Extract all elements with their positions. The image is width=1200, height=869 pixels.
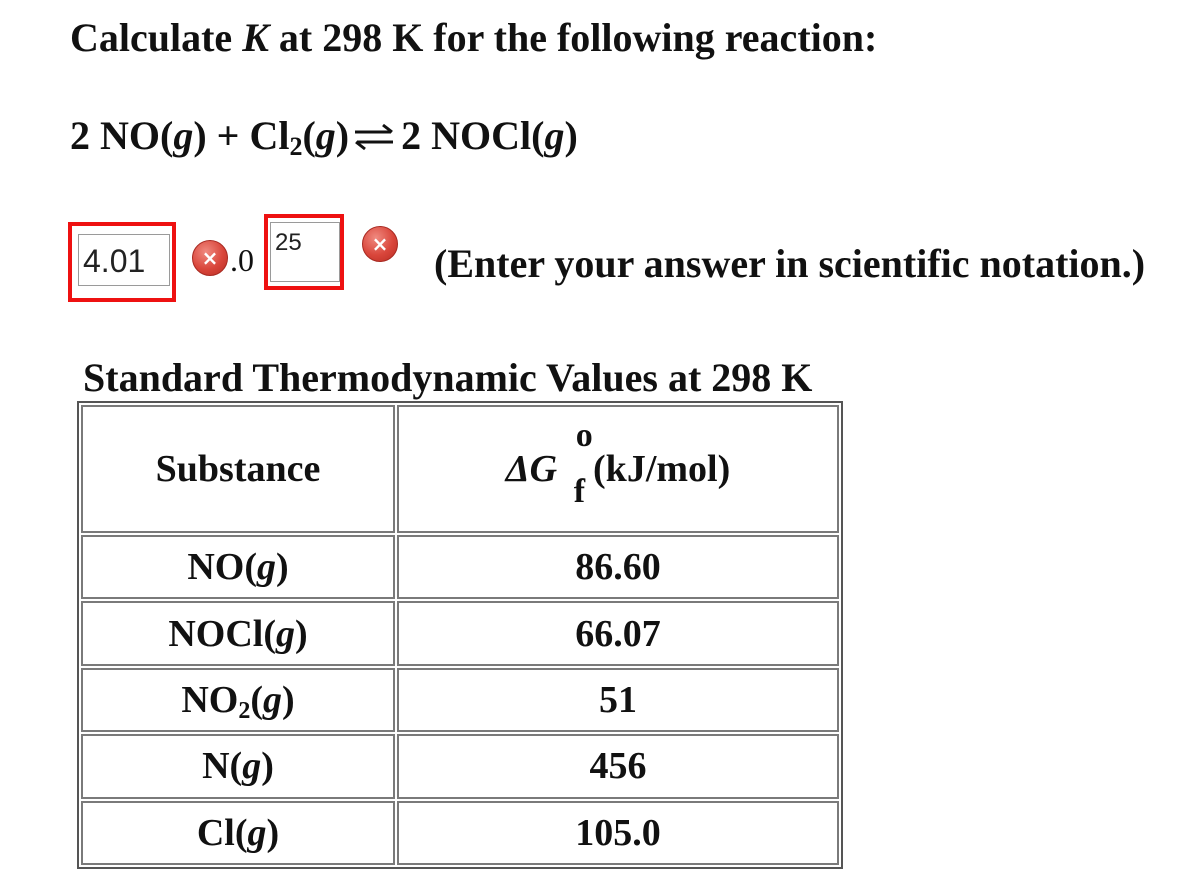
subscript: 2: [289, 132, 303, 161]
value-cell: 66.07: [397, 601, 839, 665]
substance-cell: [81, 601, 395, 665]
paren: ): [266, 811, 280, 854]
table-row: [81, 668, 839, 732]
phase-label: g: [276, 612, 295, 655]
mantissa-input[interactable]: 4.01: [78, 234, 170, 286]
delta-g-subscript: f: [573, 473, 586, 510]
substance-cell: [81, 535, 395, 599]
substance-name: NO(: [187, 546, 257, 589]
phase-label: g: [544, 113, 565, 158]
question-prefix: Calculate: [70, 15, 243, 60]
value-cell: 456: [397, 734, 839, 798]
substance-name: N(: [202, 745, 243, 788]
table-header-row: [81, 405, 839, 533]
paren: ): [335, 113, 350, 158]
substance-name: NOCl(: [168, 612, 276, 655]
delta-g-symbol: [505, 417, 593, 510]
phase-label: g: [173, 113, 194, 158]
question-suffix: at 298 K for the following reaction:: [268, 15, 878, 60]
x-circle-icon: ×: [362, 226, 398, 262]
table-row: [81, 601, 839, 665]
paren: (: [250, 678, 263, 721]
value-cell: 105.0: [397, 801, 839, 865]
value-cell: 86.60: [397, 535, 839, 599]
paren: ): [276, 546, 289, 589]
phase-label: g: [257, 546, 276, 589]
reactant-no: 2 NO(: [70, 113, 174, 158]
header-unit-label: (kJ/mol): [593, 448, 731, 490]
substance-cell: [81, 668, 395, 732]
table-row: [81, 734, 839, 798]
delta-g-text: ΔG: [505, 448, 558, 490]
substance-cell: [81, 801, 395, 865]
substance-name: Cl(: [196, 811, 248, 854]
header-substance: [81, 405, 395, 533]
thermo-table: [77, 354, 843, 869]
product-nocl: 2 NOCl(: [401, 113, 545, 158]
table-row: [81, 535, 839, 599]
plus-sign: ) + Cl: [193, 113, 290, 158]
paren: (: [302, 113, 316, 158]
phase-label: g: [263, 678, 282, 721]
phase-label: g: [242, 745, 262, 788]
answer-row: [0, 0, 1200, 320]
value-cell: 51: [397, 668, 839, 732]
question-variable: K: [242, 15, 269, 60]
table-caption: Standard Thermodynamic Values at 298 K: [83, 355, 813, 400]
exponent-input[interactable]: 25: [270, 222, 340, 282]
times-ten-label: .0: [230, 242, 254, 278]
x-circle-icon: ×: [192, 240, 228, 276]
header-substance-label: Substance: [155, 448, 321, 490]
paren: ): [295, 612, 308, 655]
header-delta-g: [397, 405, 839, 533]
paren: ): [261, 745, 274, 788]
substance-cell: [81, 734, 395, 798]
table-row: [81, 801, 839, 865]
paren: ): [282, 678, 295, 721]
substance-name: NO: [181, 678, 239, 721]
phase-label: g: [247, 811, 267, 854]
scientific-notation-hint: (Enter your answer in scientific notation.): [434, 241, 1146, 286]
delta-g-superscript: o: [575, 417, 593, 454]
paren: ): [564, 113, 578, 158]
subscript: 2: [238, 697, 251, 724]
phase-label: g: [315, 113, 336, 158]
